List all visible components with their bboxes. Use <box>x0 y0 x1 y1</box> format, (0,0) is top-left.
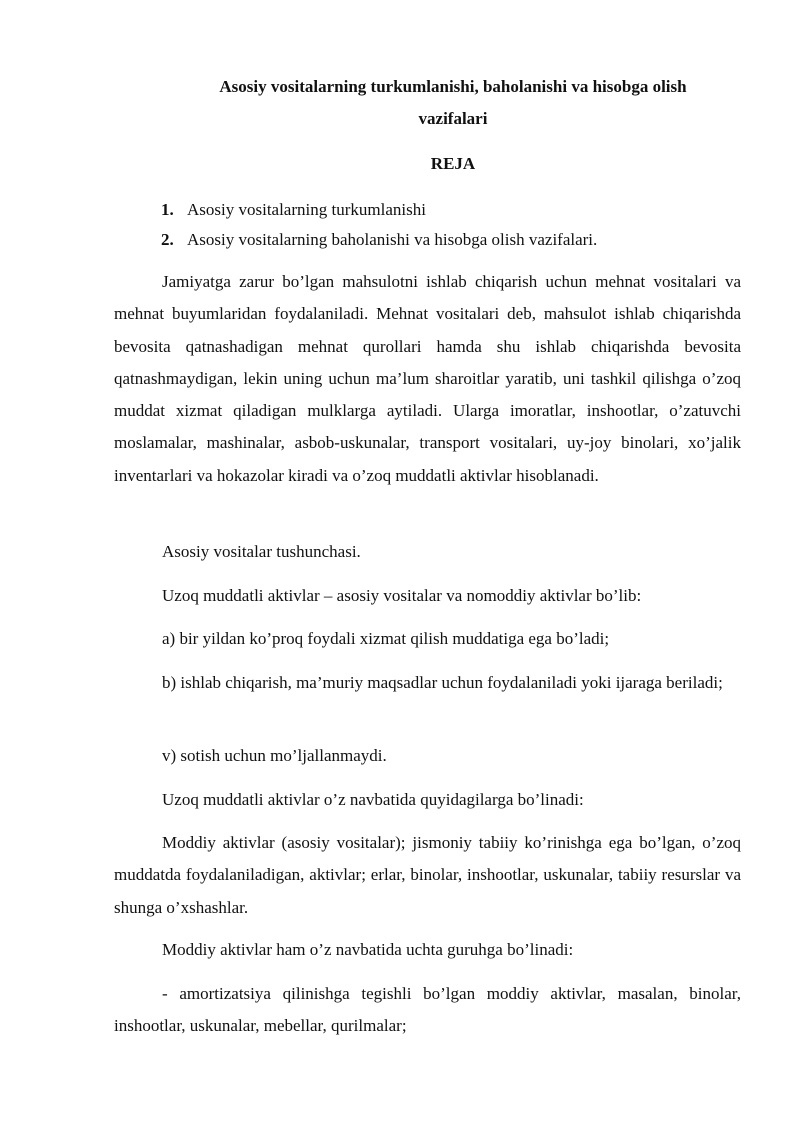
plan-item-number: 2. <box>161 230 174 249</box>
body-paragraph: a) bir yildan ko’proq foydali xizmat qilish muddatiga ega bo’ladi; <box>162 629 610 648</box>
body-paragraph: Jamiyatga zarur bo’lgan mahsulotni ishlab chiqarish uchun mehnat vositalari va mehnat buyumlaridan foydalaniladi. Mehnat vositalari deb, mahsulot ishlab chiqarishda bevosita qatnashadigan mehnat qurollari hamda shu ishlab chiqarishda bevosita qatnashmaydigan, lekin uning uchun ma’lum sharoitlar yaratib, uni tashkil qilishga o’zoq muddat xizmat qiladigan mulklarga aytiladi. Ularga imoratlar, inshootlar, o’zatuvchi moslamalar, mashinalar, asbob-uskunalar, transport vositalari, uy-joy binolari, xo’jalik inventarlari va hokazolar kiradi va o’zoq muddatli aktivlar hisoblanadi. <box>114 272 741 485</box>
plan-list <box>161 195 597 255</box>
plan-heading: REJA <box>430 154 476 173</box>
document-title-line-1: Asosiy vositalarning turkumlanishi, baholanishi va hisobga olish <box>219 77 687 96</box>
body-paragraph: v) sotish uchun mo’ljallanmaydi. <box>162 746 387 765</box>
body-paragraph: Uzoq muddatli aktivlar – asosiy vositalar va nomoddiy aktivlar bo’lib: <box>162 586 642 605</box>
plan-item <box>161 195 597 225</box>
plan-item <box>161 225 597 255</box>
body-paragraph: Moddiy aktivlar ham o’z navbatida uchta guruhga bo’linadi: <box>162 940 574 959</box>
body-paragraph: Asosiy vositalar tushunchasi. <box>162 542 361 561</box>
body-paragraph: Uzoq muddatli aktivlar o’z navbatida quyidagilarga bo’linadi: <box>162 790 584 809</box>
plan-item-text: Asosiy vositalarning turkumlanishi <box>187 200 426 219</box>
body-paragraph: b) ishlab chiqarish, ma’muriy maqsadlar uchun foydalaniladi yoki ijaraga beriladi; <box>162 673 723 692</box>
document-title-line-2: vazifalari <box>418 109 488 128</box>
body-paragraph: - amortizatsiya qilinishga tegishli bo’lgan moddiy aktivlar, masalan, binolar, inshootlar, uskunalar, mebellar, qurilmalar; <box>114 984 741 1036</box>
body-paragraph: Moddiy aktivlar (asosiy vositalar); jismoniy tabiiy ko’rinishga ega bo’lgan, o’zoq muddatda foydalaniladigan, aktivlar; erlar, binolar, inshootlar, uskunalar, tabiiy resurslar va shunga o’xshashlar. <box>114 833 741 917</box>
plan-item-number: 1. <box>161 200 174 219</box>
plan-item-text: Asosiy vositalarning baholanishi va hisobga olish vazifalari. <box>187 230 598 249</box>
document-title <box>150 71 756 135</box>
